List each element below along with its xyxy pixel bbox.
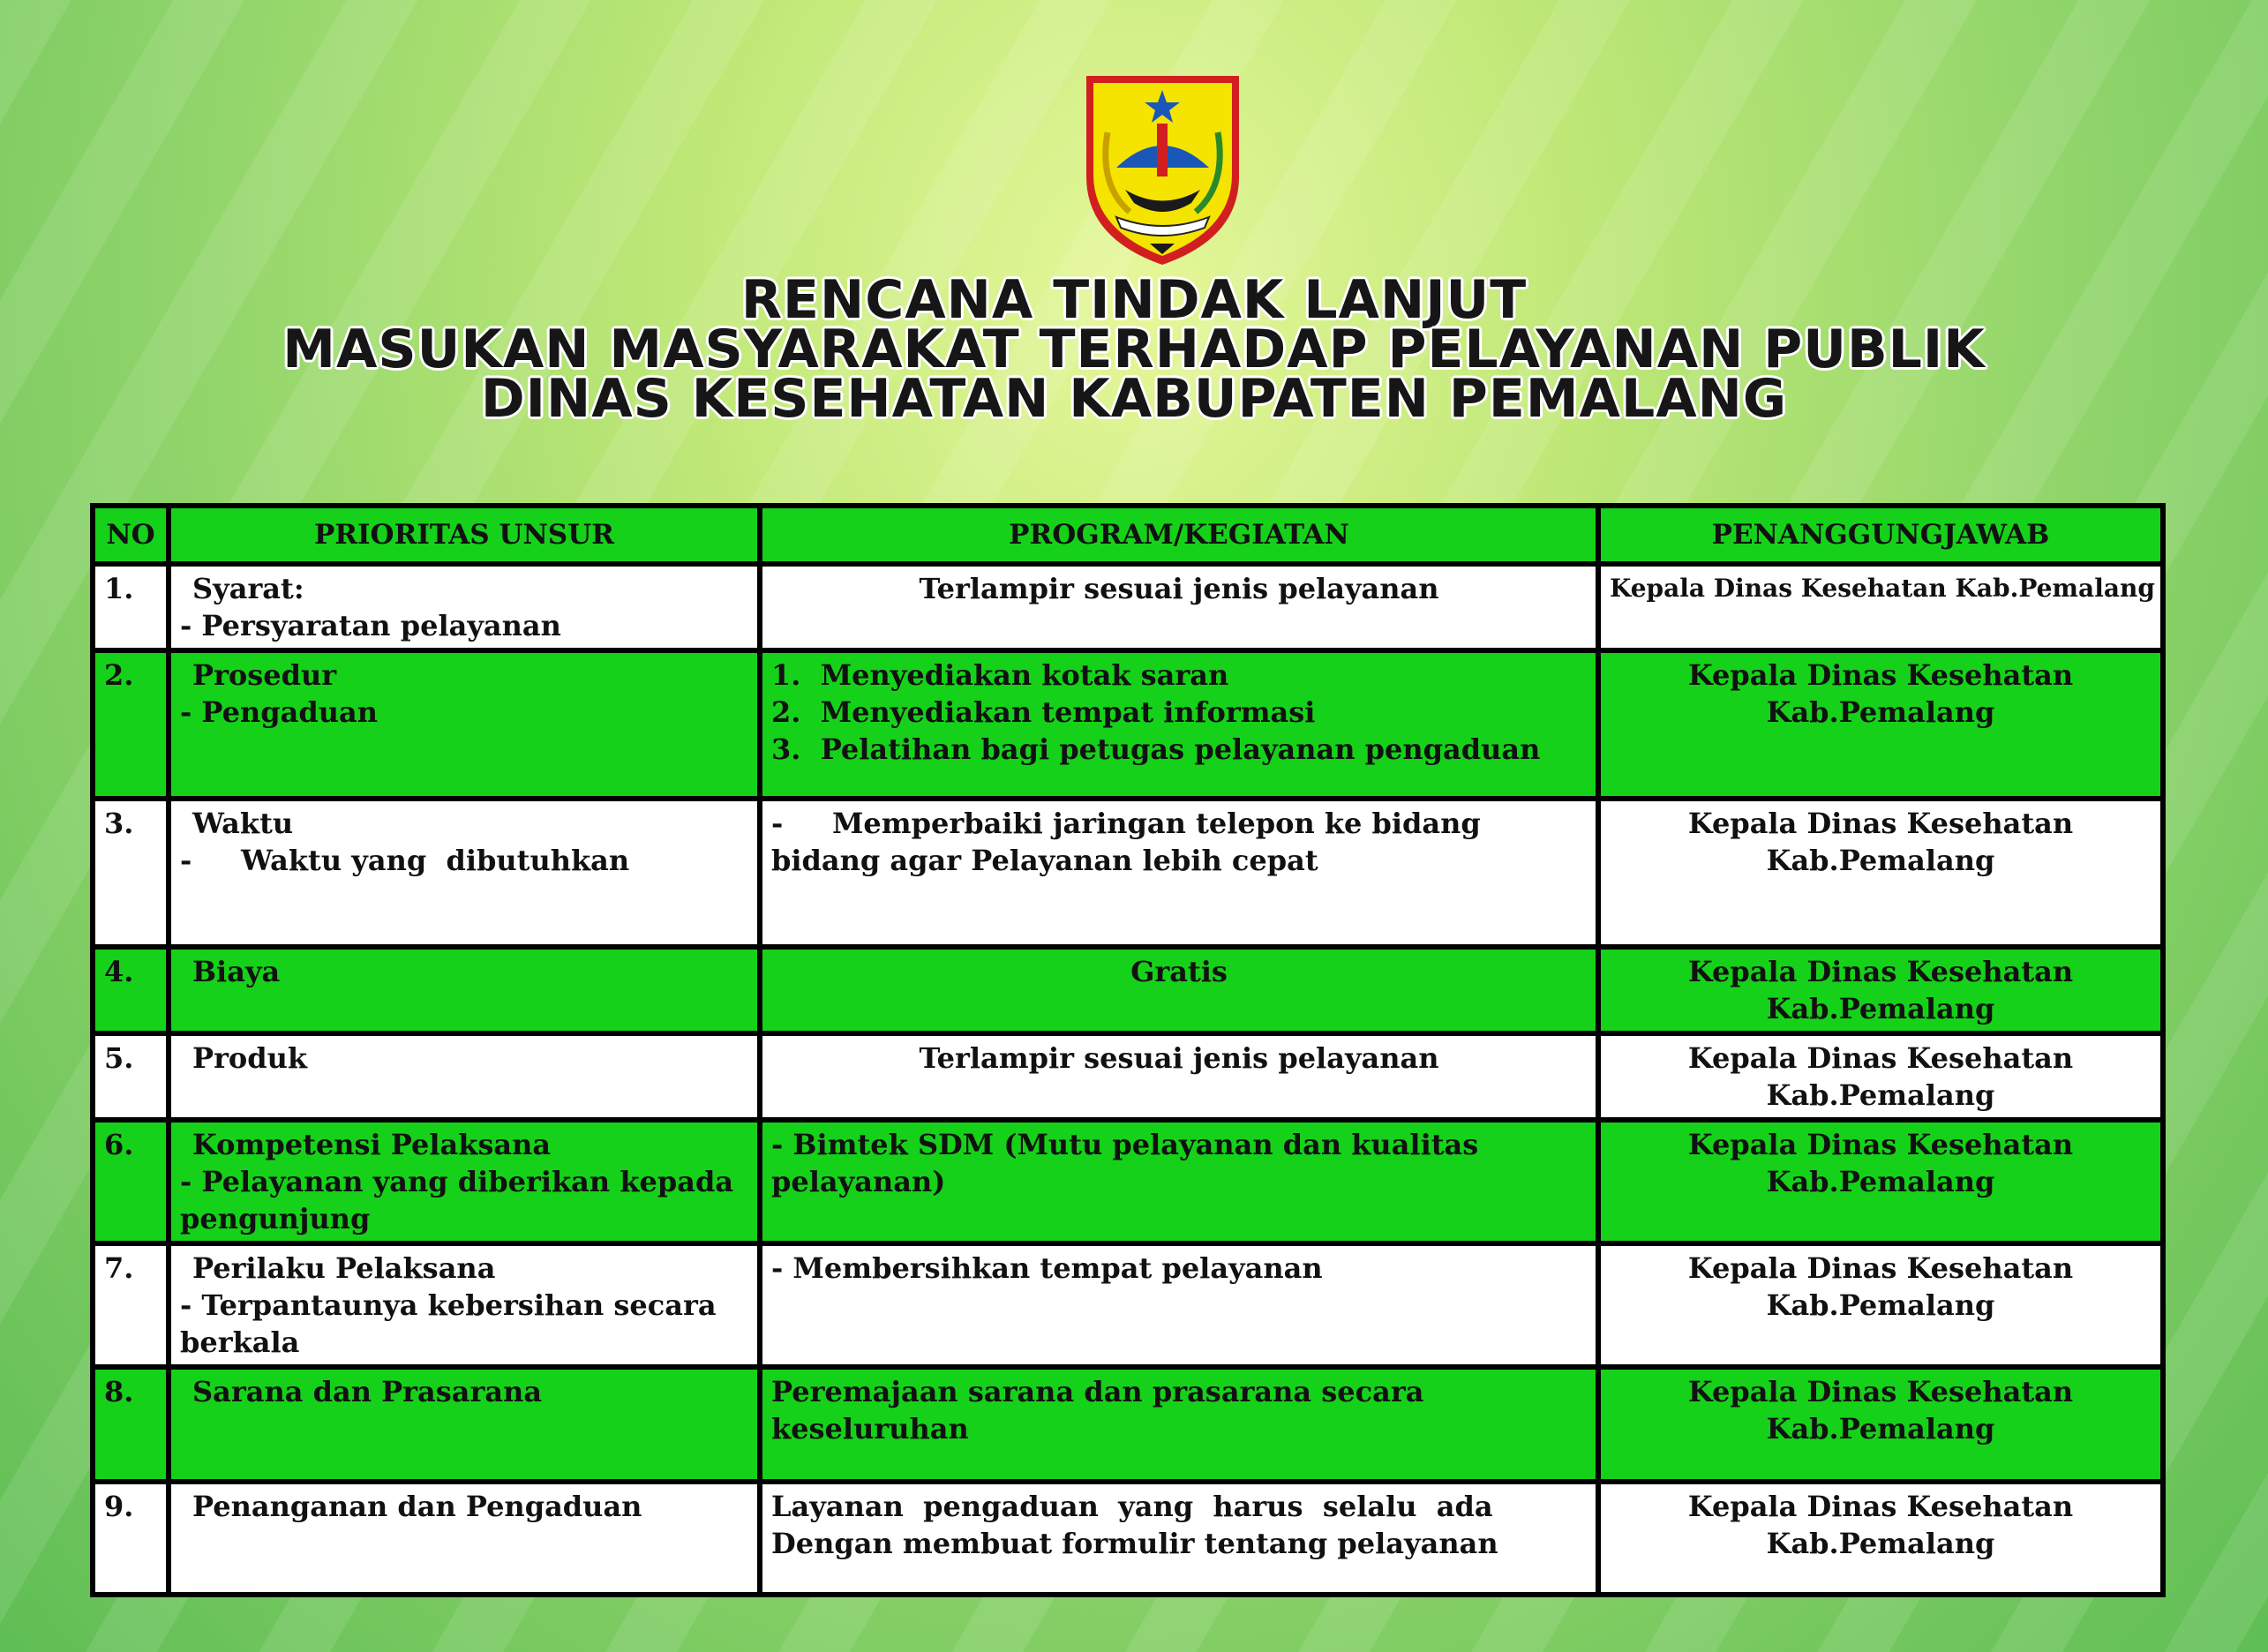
- program-cell: [760, 947, 1598, 1033]
- program-cell: [760, 799, 1598, 947]
- program-item: 1. Menyediakan kotak saran: [771, 658, 1229, 692]
- follow-up-table: [90, 503, 2166, 1597]
- table-row: [93, 650, 2163, 799]
- responsible-cell: Kepala Dinas Kesehatan Kab.Pemalang: [1598, 1120, 2163, 1243]
- priority-cell: [169, 1120, 760, 1243]
- program-cell: [760, 564, 1598, 650]
- priority-cell: [169, 1033, 760, 1120]
- table-row: [93, 1120, 2163, 1243]
- priority-detail: - Waktu yang dibutuhkan: [180, 844, 630, 877]
- program-cell: [760, 1482, 1598, 1595]
- priority-detail: - Terpantaunya kebersihan secara berkala: [180, 1288, 726, 1359]
- priority-name: Syarat:: [192, 572, 304, 605]
- priority-detail: - Pelayanan yang diberikan kepada pengunjung: [180, 1165, 744, 1235]
- page-title: [0, 269, 2268, 430]
- priority-detail: - Persyaratan pelayanan: [180, 609, 561, 642]
- priority-cell: [169, 1367, 760, 1482]
- program-cell: [760, 1120, 1598, 1243]
- responsible-cell: Kepala Dinas Kesehatan Kab.Pemalang: [1598, 650, 2163, 799]
- responsible-cell: Kepala Dinas Kesehatan Kab.Pemalang: [1598, 799, 2163, 947]
- header-no: NO: [93, 506, 169, 564]
- responsible-cell: Kepala Dinas Kesehatan Kab.Pemalang: [1598, 564, 2163, 650]
- program-item: - Bimtek SDM (Mutu pelayanan dan kualitas pelayanan): [771, 1128, 1489, 1198]
- priority-detail: - Pengaduan: [180, 695, 378, 729]
- table-row: [93, 564, 2163, 650]
- row-number: 5.: [93, 1033, 169, 1120]
- priority-cell: [169, 1243, 760, 1367]
- program-item: Gratis: [1130, 955, 1228, 988]
- priority-cell: [169, 650, 760, 799]
- priority-cell: [169, 1482, 760, 1595]
- program-item: 2. Menyediakan tempat informasi: [771, 695, 1316, 729]
- priority-name: Produk: [192, 1041, 308, 1075]
- program-item: Terlampir sesuai jenis pelayanan: [919, 572, 1439, 605]
- table-row: [93, 1367, 2163, 1482]
- program-item: - Membersihkan tempat pelayanan: [771, 1251, 1323, 1285]
- priority-name: Prosedur: [192, 658, 337, 692]
- priority-cell: [169, 564, 760, 650]
- priority-cell: [169, 799, 760, 947]
- row-number: 8.: [93, 1367, 169, 1482]
- priority-name: Biaya: [192, 955, 281, 988]
- program-cell: [760, 1367, 1598, 1482]
- header-program-kegiatan: PROGRAM/KEGIATAN: [760, 506, 1598, 564]
- row-number: 1.: [93, 564, 169, 650]
- priority-name: Perilaku Pelaksana: [192, 1251, 496, 1285]
- title-line-2: MASUKAN MASYARAKAT TERHADAP PELAYANAN PUBLIK: [282, 319, 1986, 380]
- responsible-cell: Kepala Dinas Kesehatan Kab.Pemalang: [1598, 1482, 2163, 1595]
- table-row: [93, 1243, 2163, 1367]
- title-line-3: DINAS KESEHATAN KABUPATEN PEMALANG: [480, 368, 1788, 430]
- table-row: [93, 1033, 2163, 1120]
- table-row: [93, 1482, 2163, 1595]
- title-line-1: RENCANA TINDAK LANJUT: [740, 269, 1528, 331]
- priority-name: Sarana dan Prasarana: [192, 1375, 543, 1408]
- priority-name: Kompetensi Pelaksana: [192, 1128, 552, 1161]
- program-item: Terlampir sesuai jenis pelayanan: [919, 1041, 1439, 1075]
- program-item: bidang agar Pelayanan lebih cepat: [771, 844, 1318, 877]
- program-cell: [760, 1243, 1598, 1367]
- program-item: 3. Pelatihan bagi petugas pelayanan pengaduan: [771, 732, 1541, 766]
- row-number: 6.: [93, 1120, 169, 1243]
- row-number: 2.: [93, 650, 169, 799]
- responsible-cell: Kepala Dinas Kesehatan Kab.Pemalang: [1598, 1243, 2163, 1367]
- header-penanggungjawab: PENANGGUNGJAWAB: [1598, 506, 2163, 564]
- program-item: Layanan pengaduan yang harus selalu ada: [771, 1490, 1493, 1523]
- table-row: [93, 799, 2163, 947]
- table-row: [93, 947, 2163, 1033]
- program-item: Dengan membuat formulir tentang pelayanan: [771, 1527, 1498, 1560]
- program-item: - Memperbaiki jaringan telepon ke bidang: [771, 807, 1481, 840]
- responsible-cell: Kepala Dinas Kesehatan Kab.Pemalang: [1598, 1033, 2163, 1120]
- row-number: 7.: [93, 1243, 169, 1367]
- priority-name: Waktu: [192, 807, 294, 840]
- priority-name: Penanganan dan Pengaduan: [192, 1490, 642, 1523]
- program-cell: [760, 650, 1598, 799]
- row-number: 4.: [93, 947, 169, 1033]
- row-number: 3.: [93, 799, 169, 947]
- priority-cell: [169, 947, 760, 1033]
- program-item: Peremajaan sarana dan prasarana secara keseluruhan: [771, 1375, 1434, 1446]
- program-cell: [760, 1033, 1598, 1120]
- row-number: 9.: [93, 1482, 169, 1595]
- header-prioritas-unsur: PRIORITAS UNSUR: [169, 506, 760, 564]
- responsible-cell: Kepala Dinas Kesehatan Kab.Pemalang: [1598, 947, 2163, 1033]
- responsible-cell: Kepala Dinas Kesehatan Kab.Pemalang: [1598, 1367, 2163, 1482]
- pemalang-emblem: [1081, 71, 1244, 269]
